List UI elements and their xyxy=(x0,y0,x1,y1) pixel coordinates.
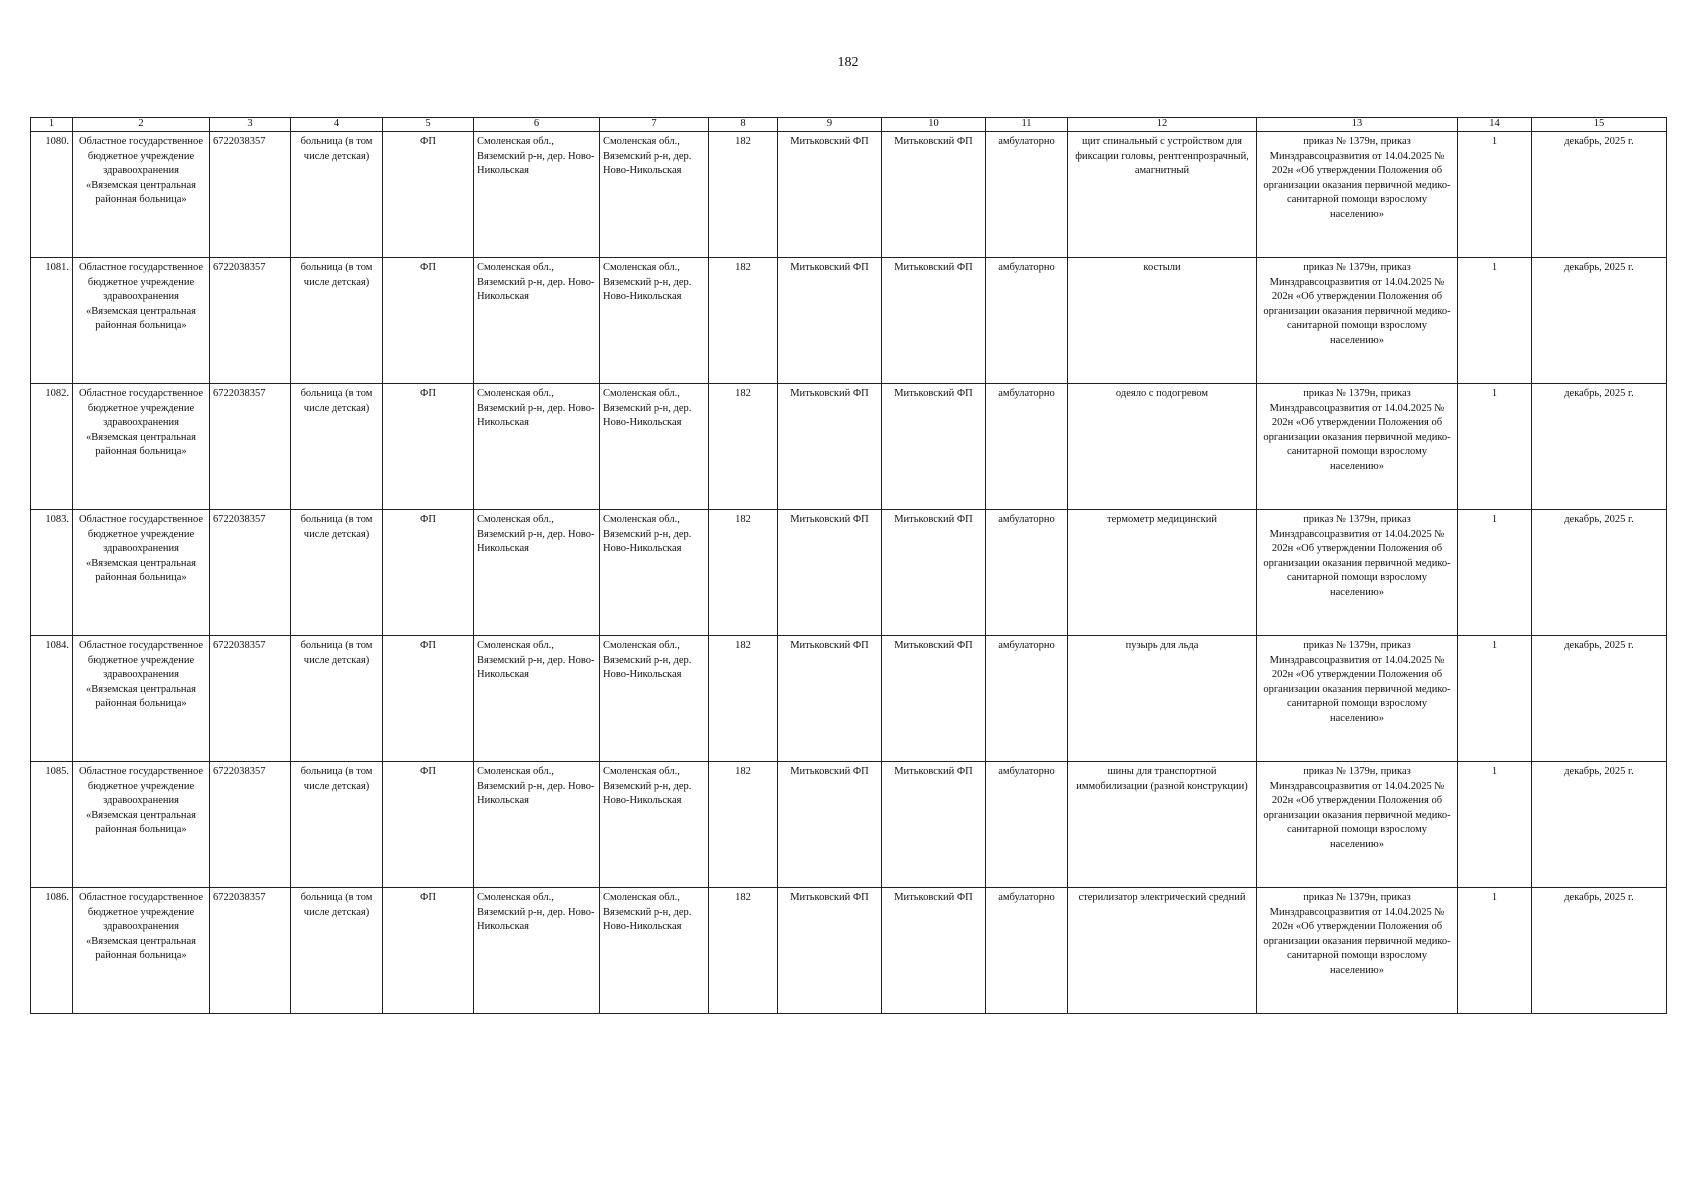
unit-type: ФП xyxy=(383,258,474,384)
inn: 6722038357 xyxy=(210,510,291,636)
subunit-name: Митьковский ФП xyxy=(882,762,986,888)
equipment-name: щит спинальный с устройством для фиксации головы, рентгенпрозрачный, амагнитный xyxy=(1068,132,1257,258)
unit-code: 182 xyxy=(709,762,778,888)
care-mode: амбулаторно xyxy=(986,888,1068,1014)
delivery-date: декабрь, 2025 г. xyxy=(1532,132,1667,258)
row-number: 1082. xyxy=(31,384,73,510)
unit-type: ФП xyxy=(383,510,474,636)
quantity: 1 xyxy=(1458,132,1532,258)
equipment-name: термометр медицинский xyxy=(1068,510,1257,636)
row-number: 1085. xyxy=(31,762,73,888)
column-number: 12 xyxy=(1068,118,1257,132)
row-number: 1080. xyxy=(31,132,73,258)
actual-address: Смоленская обл., Вяземский р-н, дер. Ново-Никольская xyxy=(600,384,709,510)
subunit-name: Митьковский ФП xyxy=(882,258,986,384)
column-number: 3 xyxy=(210,118,291,132)
inn: 6722038357 xyxy=(210,384,291,510)
regulatory-basis: приказ № 1379н, приказ Минздравсоцразвития от 14.04.2025 № 202н «Об утверждении Положения об организации оказания первичной медико-санитарной помощи взрослому населению» xyxy=(1257,132,1458,258)
organization-name: Областное государственное бюджетное учреждение здравоохранения «Вяземская центральная районная больница» xyxy=(73,888,210,1014)
equipment-name: одеяло с подогревом xyxy=(1068,384,1257,510)
facility-type: больница (в том числе детская) xyxy=(291,636,383,762)
column-number: 8 xyxy=(709,118,778,132)
column-number: 2 xyxy=(73,118,210,132)
quantity: 1 xyxy=(1458,636,1532,762)
subunit-name: Митьковский ФП xyxy=(882,510,986,636)
subunit-name: Митьковский ФП xyxy=(882,636,986,762)
table-row xyxy=(31,510,1667,636)
organization-name: Областное государственное бюджетное учреждение здравоохранения «Вяземская центральная районная больница» xyxy=(73,384,210,510)
legal-address: Смоленская обл., Вяземский р-н, дер. Ново-Никольская xyxy=(474,384,600,510)
regulatory-basis: приказ № 1379н, приказ Минздравсоцразвития от 14.04.2025 № 202н «Об утверждении Положения об организации оказания первичной медико-санитарной помощи взрослому населению» xyxy=(1257,762,1458,888)
actual-address: Смоленская обл., Вяземский р-н, дер. Ново-Никольская xyxy=(600,888,709,1014)
column-number: 13 xyxy=(1257,118,1458,132)
unit-type: ФП xyxy=(383,132,474,258)
regulatory-basis: приказ № 1379н, приказ Минздравсоцразвития от 14.04.2025 № 202н «Об утверждении Положения об организации оказания первичной медико-санитарной помощи взрослому населению» xyxy=(1257,888,1458,1014)
facility-type: больница (в том числе детская) xyxy=(291,384,383,510)
column-number-row xyxy=(31,118,1667,132)
inn: 6722038357 xyxy=(210,762,291,888)
table-row xyxy=(31,762,1667,888)
delivery-date: декабрь, 2025 г. xyxy=(1532,510,1667,636)
quantity: 1 xyxy=(1458,762,1532,888)
facility-type: больница (в том числе детская) xyxy=(291,258,383,384)
regulatory-basis: приказ № 1379н, приказ Минздравсоцразвития от 14.04.2025 № 202н «Об утверждении Положения об организации оказания первичной медико-санитарной помощи взрослому населению» xyxy=(1257,384,1458,510)
delivery-date: декабрь, 2025 г. xyxy=(1532,384,1667,510)
unit-name: Митьковский ФП xyxy=(778,384,882,510)
actual-address: Смоленская обл., Вяземский р-н, дер. Ново-Никольская xyxy=(600,510,709,636)
equipment-name: пузырь для льда xyxy=(1068,636,1257,762)
care-mode: амбулаторно xyxy=(986,510,1068,636)
quantity: 1 xyxy=(1458,258,1532,384)
inn: 6722038357 xyxy=(210,132,291,258)
facility-type: больница (в том числе детская) xyxy=(291,888,383,1014)
facility-type: больница (в том числе детская) xyxy=(291,762,383,888)
equipment-name: костыли xyxy=(1068,258,1257,384)
column-number: 9 xyxy=(778,118,882,132)
column-number: 4 xyxy=(291,118,383,132)
row-number: 1081. xyxy=(31,258,73,384)
organization-name: Областное государственное бюджетное учреждение здравоохранения «Вяземская центральная районная больница» xyxy=(73,132,210,258)
organization-name: Областное государственное бюджетное учреждение здравоохранения «Вяземская центральная районная больница» xyxy=(73,762,210,888)
regulatory-basis: приказ № 1379н, приказ Минздравсоцразвития от 14.04.2025 № 202н «Об утверждении Положения об организации оказания первичной медико-санитарной помощи взрослому населению» xyxy=(1257,258,1458,384)
legal-address: Смоленская обл., Вяземский р-н, дер. Ново-Никольская xyxy=(474,258,600,384)
table-row xyxy=(31,132,1667,258)
inn: 6722038357 xyxy=(210,888,291,1014)
care-mode: амбулаторно xyxy=(986,762,1068,888)
legal-address: Смоленская обл., Вяземский р-н, дер. Ново-Никольская xyxy=(474,888,600,1014)
unit-type: ФП xyxy=(383,762,474,888)
column-number: 7 xyxy=(600,118,709,132)
subunit-name: Митьковский ФП xyxy=(882,384,986,510)
table-row xyxy=(31,888,1667,1014)
legal-address: Смоленская обл., Вяземский р-н, дер. Ново-Никольская xyxy=(474,132,600,258)
table-row xyxy=(31,384,1667,510)
column-number: 1 xyxy=(31,118,73,132)
organization-name: Областное государственное бюджетное учреждение здравоохранения «Вяземская центральная районная больница» xyxy=(73,510,210,636)
column-number: 14 xyxy=(1458,118,1532,132)
actual-address: Смоленская обл., Вяземский р-н, дер. Ново-Никольская xyxy=(600,762,709,888)
care-mode: амбулаторно xyxy=(986,636,1068,762)
organization-name: Областное государственное бюджетное учреждение здравоохранения «Вяземская центральная районная больница» xyxy=(73,258,210,384)
unit-name: Митьковский ФП xyxy=(778,762,882,888)
unit-code: 182 xyxy=(709,384,778,510)
equipment-table xyxy=(30,117,1667,1014)
unit-code: 182 xyxy=(709,258,778,384)
quantity: 1 xyxy=(1458,510,1532,636)
column-number: 11 xyxy=(986,118,1068,132)
row-number: 1086. xyxy=(31,888,73,1014)
regulatory-basis: приказ № 1379н, приказ Минздравсоцразвития от 14.04.2025 № 202н «Об утверждении Положения об организации оказания первичной медико-санитарной помощи взрослому населению» xyxy=(1257,636,1458,762)
facility-type: больница (в том числе детская) xyxy=(291,510,383,636)
delivery-date: декабрь, 2025 г. xyxy=(1532,636,1667,762)
equipment-name: стерилизатор электрический средний xyxy=(1068,888,1257,1014)
actual-address: Смоленская обл., Вяземский р-н, дер. Ново-Никольская xyxy=(600,636,709,762)
delivery-date: декабрь, 2025 г. xyxy=(1532,258,1667,384)
page-number: 182 xyxy=(837,55,859,70)
organization-name: Областное государственное бюджетное учреждение здравоохранения «Вяземская центральная районная больница» xyxy=(73,636,210,762)
row-number: 1083. xyxy=(31,510,73,636)
actual-address: Смоленская обл., Вяземский р-н, дер. Ново-Никольская xyxy=(600,258,709,384)
facility-type: больница (в том числе детская) xyxy=(291,132,383,258)
row-number: 1084. xyxy=(31,636,73,762)
unit-type: ФП xyxy=(383,888,474,1014)
unit-type: ФП xyxy=(383,636,474,762)
column-number: 6 xyxy=(474,118,600,132)
care-mode: амбулаторно xyxy=(986,132,1068,258)
unit-type: ФП xyxy=(383,384,474,510)
quantity: 1 xyxy=(1458,888,1532,1014)
care-mode: амбулаторно xyxy=(986,384,1068,510)
unit-code: 182 xyxy=(709,510,778,636)
delivery-date: декабрь, 2025 г. xyxy=(1532,888,1667,1014)
table-row xyxy=(31,258,1667,384)
unit-name: Митьковский ФП xyxy=(778,258,882,384)
legal-address: Смоленская обл., Вяземский р-н, дер. Ново-Никольская xyxy=(474,636,600,762)
table-row xyxy=(31,636,1667,762)
subunit-name: Митьковский ФП xyxy=(882,888,986,1014)
inn: 6722038357 xyxy=(210,258,291,384)
equipment-name: шины для транспортной иммобилизации (разной конструкции) xyxy=(1068,762,1257,888)
unit-name: Митьковский ФП xyxy=(778,636,882,762)
unit-code: 182 xyxy=(709,636,778,762)
quantity: 1 xyxy=(1458,384,1532,510)
inn: 6722038357 xyxy=(210,636,291,762)
unit-code: 182 xyxy=(709,888,778,1014)
legal-address: Смоленская обл., Вяземский р-н, дер. Ново-Никольская xyxy=(474,762,600,888)
column-number: 10 xyxy=(882,118,986,132)
unit-name: Митьковский ФП xyxy=(778,510,882,636)
actual-address: Смоленская обл., Вяземский р-н, дер. Ново-Никольская xyxy=(600,132,709,258)
unit-name: Митьковский ФП xyxy=(778,888,882,1014)
column-number: 5 xyxy=(383,118,474,132)
care-mode: амбулаторно xyxy=(986,258,1068,384)
unit-name: Митьковский ФП xyxy=(778,132,882,258)
legal-address: Смоленская обл., Вяземский р-н, дер. Ново-Никольская xyxy=(474,510,600,636)
delivery-date: декабрь, 2025 г. xyxy=(1532,762,1667,888)
regulatory-basis: приказ № 1379н, приказ Минздравсоцразвития от 14.04.2025 № 202н «Об утверждении Положения об организации оказания первичной медико-санитарной помощи взрослому населению» xyxy=(1257,510,1458,636)
unit-code: 182 xyxy=(709,132,778,258)
column-number: 15 xyxy=(1532,118,1667,132)
subunit-name: Митьковский ФП xyxy=(882,132,986,258)
table-body xyxy=(31,132,1667,1014)
